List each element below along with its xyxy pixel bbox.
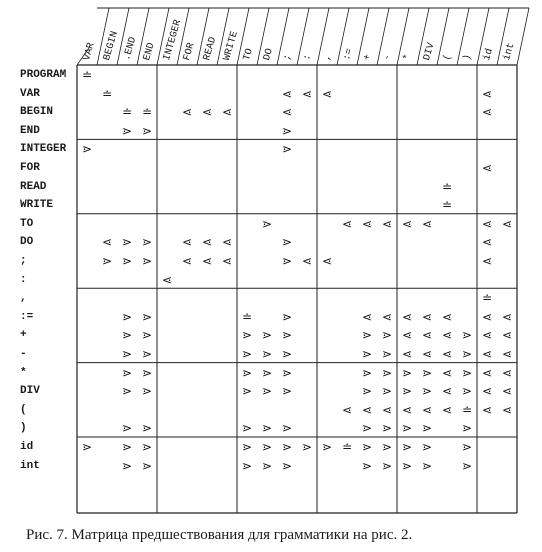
matrix-cell: ⋖ [481, 402, 493, 417]
matrix-cell: ⋗ [261, 216, 273, 231]
matrix-cell: ⋖ [281, 105, 293, 120]
matrix-cell: ⋖ [441, 365, 453, 380]
matrix-cell: ⋗ [381, 421, 393, 436]
matrix-cell: ⋗ [81, 142, 93, 157]
matrix-cell: ⋖ [501, 347, 513, 361]
matrix-cell: ⋖ [181, 105, 193, 120]
matrix-cell: ⋗ [401, 384, 413, 399]
matrix-cell: ⋖ [161, 272, 173, 287]
matrix-cell: ⋗ [421, 365, 433, 380]
matrix-cell: ⋗ [261, 328, 273, 343]
matrix-cell: ⋗ [281, 347, 293, 361]
matrix-cell: ⋖ [421, 216, 433, 231]
matrix-cell: ≐ [441, 198, 453, 213]
row-header: : [20, 273, 27, 286]
row-header: DO [20, 236, 34, 249]
column-header: ; [282, 53, 295, 63]
matrix-cell: ⋖ [401, 309, 413, 324]
matrix-cell: ⋖ [421, 309, 433, 324]
matrix-cell: ⋗ [381, 328, 393, 343]
matrix-cell: ⋖ [181, 235, 193, 250]
matrix-cell: ⋖ [381, 216, 393, 231]
matrix-cell: ⋗ [281, 440, 293, 454]
matrix-cell: ⋖ [481, 235, 493, 250]
matrix-cell: ⋖ [221, 254, 233, 268]
matrix-cell: ⋖ [421, 402, 433, 417]
row-header: , [20, 292, 27, 305]
column-header: := [342, 47, 356, 63]
matrix-cell: ⋖ [361, 216, 373, 231]
matrix-cell: ⋗ [401, 458, 413, 473]
row-header: * [20, 366, 27, 379]
column-header: VAR [82, 41, 98, 63]
matrix-cell: ⋖ [481, 347, 493, 361]
matrix-cell: ⋗ [81, 440, 93, 454]
matrix-cell: ⋗ [461, 347, 473, 361]
column-header: INTEGER [162, 18, 185, 63]
matrix-cell: ⋖ [421, 347, 433, 361]
column-header: .END [122, 35, 140, 63]
matrix-cell: ⋖ [221, 105, 233, 120]
matrix-cell: ⋗ [361, 365, 373, 380]
row-header: INTEGER [20, 143, 67, 156]
matrix-cell: ⋗ [281, 254, 293, 268]
matrix-cell: ⋗ [121, 421, 133, 436]
column-header: , [322, 53, 335, 63]
matrix-cell: ⋗ [281, 123, 293, 138]
matrix-cell: ≐ [241, 309, 253, 324]
row-header: - [20, 348, 27, 360]
row-header: FOR [20, 162, 40, 174]
matrix-cell: ⋗ [141, 309, 153, 324]
matrix-cell: ⋗ [141, 421, 153, 436]
matrix-cell: ⋗ [101, 254, 113, 268]
matrix-cell: ⋖ [441, 309, 453, 324]
matrix-cell: ⋖ [281, 86, 293, 101]
matrix-cell: ⋗ [261, 440, 273, 454]
matrix-cell: ⋖ [381, 402, 393, 417]
matrix-cell: ⋗ [261, 458, 273, 473]
matrix-cell: ⋖ [441, 384, 453, 399]
matrix-cell: ⋗ [121, 254, 133, 268]
matrix-cell: ⋖ [501, 216, 513, 231]
matrix-cell: ⋗ [281, 235, 293, 250]
header-column-divider [517, 8, 529, 65]
matrix-cell: ≐ [81, 68, 93, 82]
matrix-cell: ⋗ [381, 365, 393, 380]
row-header: DIV [20, 385, 40, 398]
column-header: * [402, 53, 415, 63]
matrix-cell: ⋗ [141, 440, 153, 454]
matrix-cell: ⋗ [121, 309, 133, 324]
matrix-cell: ≐ [121, 105, 133, 120]
matrix-cell: ⋗ [461, 328, 473, 343]
matrix-cell: ⋖ [201, 105, 213, 120]
matrix-cell: ≐ [441, 179, 453, 194]
row-header: WRITE [20, 199, 54, 212]
matrix-cell: ⋖ [321, 254, 333, 268]
matrix-cell: ⋗ [281, 384, 293, 399]
matrix-cell: ⋗ [361, 440, 373, 454]
matrix-cell: ⋖ [481, 309, 493, 324]
matrix-cell: ⋗ [261, 365, 273, 380]
column-header: DO [262, 47, 276, 63]
matrix-cell: ⋖ [481, 365, 493, 380]
row-header: PROGRAM [20, 69, 67, 81]
row-header: ( [20, 403, 27, 416]
matrix-cell: ⋖ [481, 161, 493, 175]
column-header: BEGIN [102, 30, 121, 63]
column-header: ( [442, 53, 455, 63]
matrix-cell: ⋗ [241, 328, 253, 343]
column-header: READ [202, 35, 220, 63]
matrix-cell: ⋗ [241, 440, 253, 454]
matrix-cell: ⋗ [401, 421, 413, 436]
matrix-cell: ⋖ [481, 254, 493, 268]
row-header: ; [20, 255, 27, 267]
matrix-cell: ⋗ [241, 384, 253, 399]
matrix-cell: ⋗ [121, 365, 133, 380]
matrix-cell: ⋖ [201, 235, 213, 250]
matrix-cell: ⋖ [501, 309, 513, 324]
column-header: ) [462, 53, 475, 63]
matrix-cell: ⋗ [461, 421, 473, 436]
column-header: + [362, 53, 375, 63]
matrix-cell: ⋖ [321, 86, 333, 101]
column-header: id [482, 47, 496, 63]
matrix-cell: ⋗ [281, 365, 293, 380]
matrix-cell: ≐ [341, 440, 353, 454]
row-header: END [20, 124, 40, 137]
row-header: + [20, 329, 27, 342]
matrix-cell: ⋖ [501, 365, 513, 380]
matrix-cell: ⋖ [481, 105, 493, 120]
matrix-cell: ⋗ [361, 328, 373, 343]
matrix-cell: ⋖ [401, 347, 413, 361]
matrix-cell: ⋗ [421, 458, 433, 473]
matrix-cell: ⋖ [361, 402, 373, 417]
column-header: TO [242, 47, 256, 63]
matrix-cell: ⋖ [401, 328, 413, 343]
matrix-cell: ⋗ [241, 365, 253, 380]
matrix-cell: ⋗ [461, 440, 473, 454]
matrix-cell: ⋖ [361, 309, 373, 324]
matrix-cell: ⋖ [441, 328, 453, 343]
matrix-cell: ≐ [141, 105, 153, 120]
matrix-cell: ⋗ [281, 458, 293, 473]
matrix-cell: ⋗ [141, 235, 153, 250]
column-header: DIV [422, 41, 438, 63]
matrix-cell: ⋗ [361, 384, 373, 399]
matrix-cell: ⋗ [421, 421, 433, 436]
matrix-cell: ⋖ [301, 86, 313, 101]
matrix-cell: ⋖ [301, 254, 313, 268]
matrix-cell: ≐ [101, 86, 113, 101]
matrix-cell: ⋗ [381, 440, 393, 454]
matrix-cell: ⋗ [361, 347, 373, 361]
matrix-cell: ⋖ [101, 235, 113, 250]
matrix-cell: ⋗ [421, 384, 433, 399]
matrix-cell: ⋗ [461, 384, 473, 399]
row-header: READ [20, 180, 47, 193]
matrix-cell: ≐ [481, 291, 493, 306]
matrix-cell: ⋖ [441, 402, 453, 417]
matrix-cell: ⋗ [141, 384, 153, 399]
column-header: - [382, 53, 395, 63]
matrix-cell: ⋗ [361, 458, 373, 473]
row-header: ) [20, 422, 27, 435]
matrix-cell: ⋗ [461, 458, 473, 473]
column-header: int [502, 41, 518, 63]
matrix-cell: ⋗ [141, 347, 153, 361]
matrix-cell: ⋖ [501, 328, 513, 343]
matrix-cell: ⋖ [401, 402, 413, 417]
matrix-cell: ⋗ [241, 421, 253, 436]
matrix-cell: ⋗ [141, 458, 153, 473]
matrix-cell: ⋖ [181, 254, 193, 268]
matrix-cell: ⋗ [281, 421, 293, 436]
matrix-cell: ⋗ [261, 421, 273, 436]
row-header: int [20, 459, 40, 472]
matrix-cell: ⋗ [281, 142, 293, 157]
matrix-cell: ⋗ [261, 384, 273, 399]
matrix-cell: ⋖ [221, 235, 233, 250]
matrix-cell: ⋗ [281, 328, 293, 343]
matrix-cell: ⋗ [381, 384, 393, 399]
column-header: END [142, 41, 158, 63]
matrix-cell: ⋗ [301, 440, 313, 454]
column-header: FOR [182, 41, 198, 63]
matrix-cell: ⋗ [121, 384, 133, 399]
matrix-cell: ⋗ [321, 440, 333, 454]
matrix-cell: ⋖ [501, 384, 513, 399]
matrix-cell: ⋗ [121, 328, 133, 343]
matrix-cell: ≐ [461, 402, 473, 417]
matrix-cell: ⋗ [121, 440, 133, 454]
row-header: BEGIN [20, 106, 54, 119]
figure-caption: Рис. 7. Матрица предшествования для грамматики на рис. 2. [26, 527, 413, 543]
matrix-cell: ⋗ [281, 309, 293, 324]
column-header: WRITE [222, 30, 241, 63]
matrix-cell: ⋗ [241, 347, 253, 361]
matrix-cell: ⋖ [341, 402, 353, 417]
row-header: := [20, 310, 34, 323]
matrix-cell: ⋗ [121, 123, 133, 138]
matrix-cell: ⋗ [121, 347, 133, 361]
matrix-cell: ⋗ [401, 440, 413, 454]
matrix-cell: ⋖ [481, 216, 493, 231]
matrix-cell: ⋗ [381, 458, 393, 473]
matrix-cell: ⋗ [361, 421, 373, 436]
matrix-cell: ⋖ [421, 328, 433, 343]
matrix-cell: ⋗ [461, 365, 473, 380]
row-header: TO [20, 217, 34, 230]
matrix-cell: ⋗ [141, 328, 153, 343]
matrix-cell: ⋗ [121, 458, 133, 473]
matrix-cell: ⋖ [381, 309, 393, 324]
matrix-cell: ⋗ [421, 440, 433, 454]
row-header: id [20, 441, 34, 453]
matrix-cell: ⋗ [141, 365, 153, 380]
matrix-cell: ⋖ [481, 86, 493, 101]
matrix-cell: ⋗ [401, 365, 413, 380]
matrix-cell: ⋗ [121, 235, 133, 250]
matrix-cell: ⋗ [141, 254, 153, 268]
matrix-cell: ⋖ [481, 328, 493, 343]
matrix-cell: ⋖ [401, 216, 413, 231]
matrix-cell: ⋖ [501, 402, 513, 417]
matrix-cell: ⋗ [141, 123, 153, 138]
column-header: : [302, 53, 315, 63]
matrix-cell: ⋖ [481, 384, 493, 399]
matrix-cell: ⋗ [241, 458, 253, 473]
row-header: VAR [20, 87, 40, 100]
matrix-cell: ⋖ [341, 216, 353, 231]
matrix-cell: ⋖ [201, 254, 213, 268]
matrix-cell: ⋗ [381, 347, 393, 361]
matrix-cell: ⋗ [261, 347, 273, 361]
matrix-cell: ⋖ [441, 347, 453, 361]
